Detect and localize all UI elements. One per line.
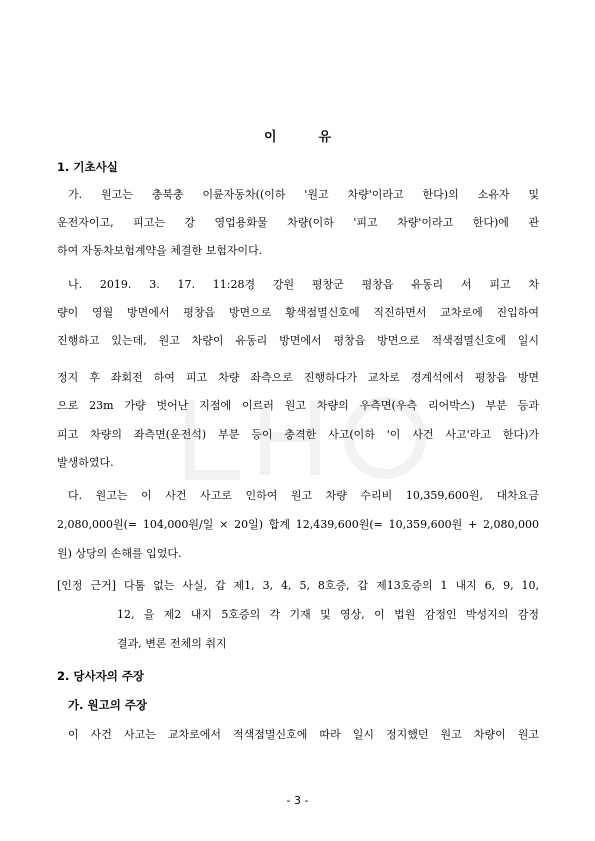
text-line: 량이 영월 방면에서 평창읍 방면으로 황색점멸신호에 직진하면서 교차로에 진입하여 xyxy=(57,306,539,319)
subsection-heading-plaintiff-claim: 가. 원고의 주장 xyxy=(68,698,148,712)
page-title xyxy=(0,126,595,145)
text-line: 원) 상당의 손해를 입었다. xyxy=(57,547,182,560)
section-heading-party-claims: 2. 당사자의 주장 xyxy=(57,669,145,683)
title-left-char: 이 xyxy=(263,130,277,145)
text-line: 다. 원고는 이 사건 사고로 인하여 원고 차량 수리비 10,359,600원, 대차요금 xyxy=(68,489,539,502)
text-line: 진행하고 있는데, 원고 차량이 유동리 방면에서 평창읍 방면으로 적색점멸신호에 일시 xyxy=(57,334,539,347)
text-line: 발생하였다. xyxy=(57,456,114,469)
text-line: 2,080,000원(= 104,000원/일 × 20일) 합계 12,439,600원(= 10,359,600원 + 2,080,000 xyxy=(57,518,539,531)
title-right-char: 유 xyxy=(318,130,332,145)
evidence-basis-line: [인정 근거] 다툼 없는 사실, 갑 제1, 3, 4, 5, 8호증, 갑 제13호증의 1 내지 6, 9, 10, xyxy=(57,579,539,592)
text-line: 이 사건 사고는 교차로에서 적색점멸신호에 따라 일시 정지했던 원고 차량이 원고 xyxy=(68,728,539,741)
text-line: 운전자이고, 피고는 강 영업용화물 차량(이하 '피고 차량'이라고 한다)에 관 xyxy=(57,216,539,229)
section-heading-basic-facts: 1. 기초사실 xyxy=(57,160,118,174)
text-line: 피고 차량의 좌측면(운전석) 부분 등이 충격한 사고(이하 '이 사건 사고'라고 한다)가 xyxy=(57,428,539,441)
evidence-basis-line: 결과, 변론 전체의 취지 xyxy=(117,637,227,650)
evidence-basis-line: 12, 을 제2 내지 5호증의 각 기재 및 영상, 이 법원 감정인 박성지의 감정 xyxy=(117,608,539,621)
text-line: 정지 후 좌회전 하여 피고 차량 좌측으로 진행하다가 교차로 경계석에서 평창읍 방면 xyxy=(57,371,539,384)
text-line: 나. 2019. 3. 17. 11:28경 강원 평창군 평창읍 유동리 서 피고 차 xyxy=(68,278,539,291)
text-line: 으로 23m 가량 벗어난 지점에 이르러 원고 차량의 우측면(우측 리어박스) 부분 등과 xyxy=(57,399,539,412)
page-number: - 3 - xyxy=(286,794,309,807)
text-line: 하여 자동차보험계약을 체결한 보험자이다. xyxy=(57,244,263,257)
text-line: 가. 원고는 충북충 이륜자동차((이하 '원고 차량'이라고 한다)의 소유자 및 xyxy=(68,188,539,201)
